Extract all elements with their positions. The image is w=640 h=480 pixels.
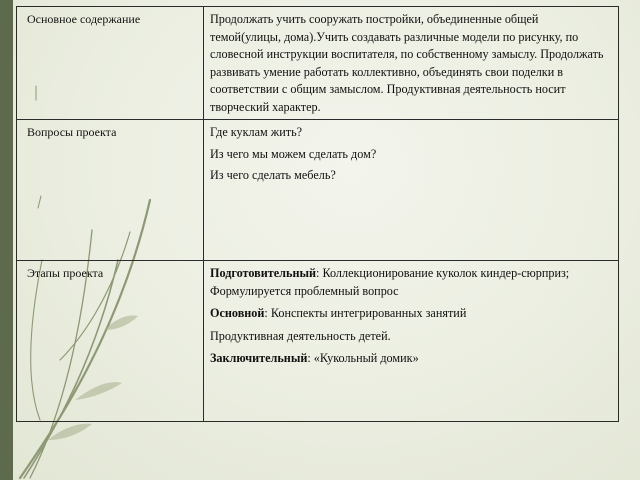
stage-final: [210, 350, 612, 368]
project-stages-cell: [204, 261, 619, 422]
stage-name: Подготовительный: [210, 266, 317, 280]
stage-text: : Конспекты интегрированных занятий: [264, 306, 467, 321]
left-accent-bar: [0, 0, 13, 480]
row-heading-main-content: Основное содержание: [17, 7, 204, 120]
table-row: [17, 261, 619, 422]
main-content-text: Продолжать учить сооружать постройки, объединенные общей темой(улицы, дома).Учить создавать различные модели по рисунку, по словесной инструкции воспитателя, по собственному замыслу. Продолжать развивать умение работать коллективно, объединять свои поделки в соответствии с общим замыслом. Продуктивная деятельность носит творческий характер.: [204, 7, 619, 120]
row-heading-project-stages: Этапы проекта: [17, 261, 204, 422]
stage-main: [210, 305, 612, 323]
question-item: Из чего мы можем сделать дом?: [210, 146, 377, 161]
row-heading-project-questions: Вопросы проекта: [17, 120, 204, 261]
stage-text: : Коллекционирование куколок киндер-сюрприз; Формулируется проблемный вопрос: [210, 266, 570, 298]
stage-text: : «Кукольный домик»: [307, 351, 419, 366]
project-questions-cell: [204, 120, 619, 261]
question-item: Из чего сделать мебель?: [210, 168, 336, 183]
project-table: [16, 6, 619, 422]
stage-preparatory: [210, 265, 612, 300]
stage-text: Продуктивная деятельность детей.: [210, 328, 391, 343]
stage-name: Заключительный: [210, 351, 308, 366]
question-item: Где куклам жить?: [210, 125, 303, 139]
table-row: [17, 120, 619, 261]
stage-name: Основной: [210, 306, 265, 321]
stage-productive-activity: [210, 328, 612, 346]
table-row: [17, 7, 619, 120]
